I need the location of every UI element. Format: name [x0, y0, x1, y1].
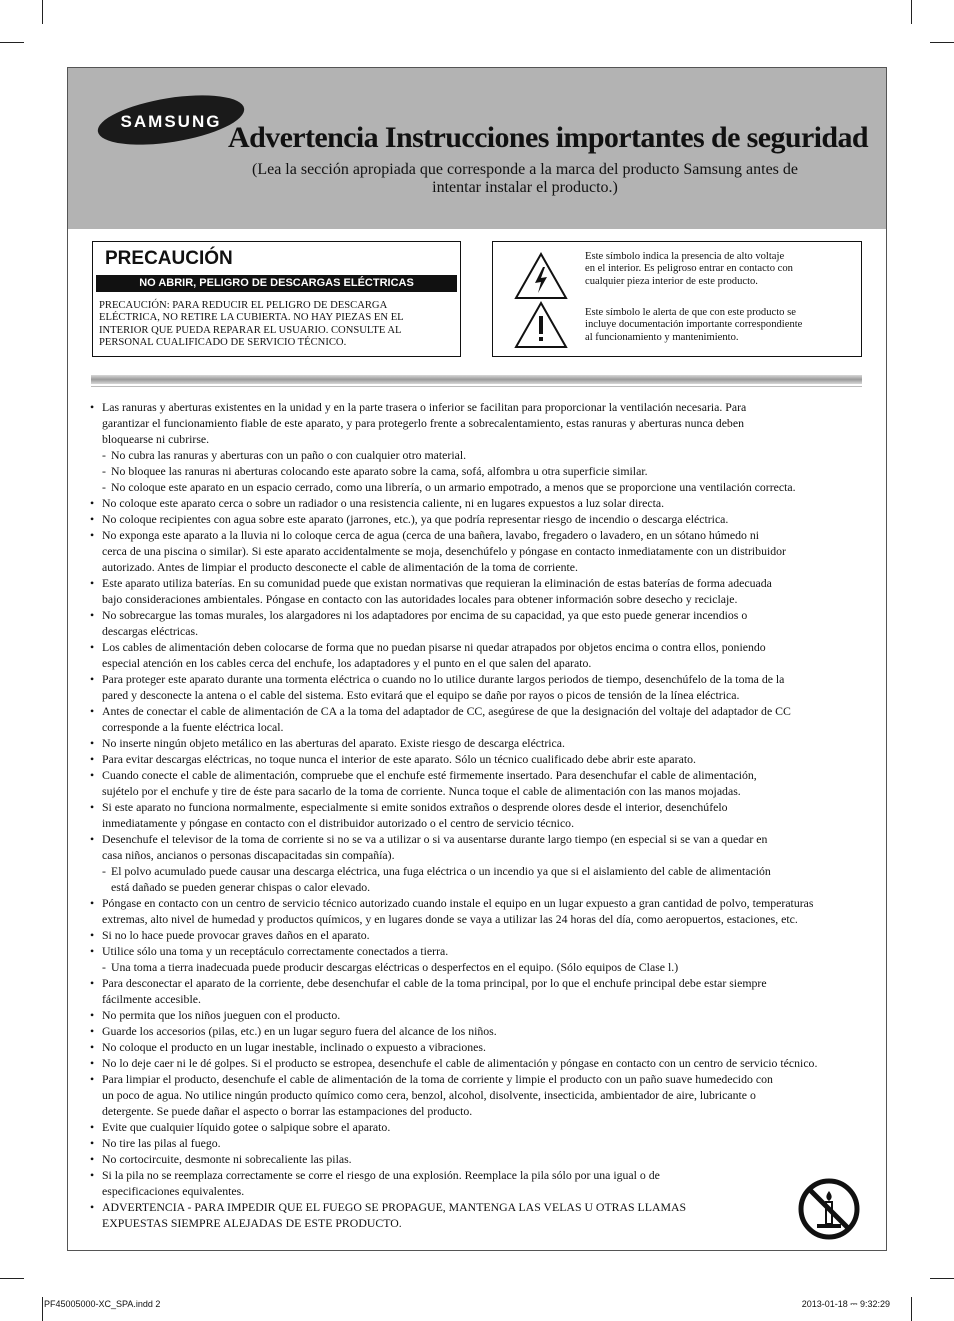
list-item-continuation: cerca de una piscina o similar). Si este aparato accidentalmente se moja, desenchúfelo y póngase en contacto inmediatamente con un distribuidor — [102, 544, 786, 558]
symbols-box — [492, 241, 862, 357]
list-item: • No coloque este aparato cerca o sobre un radiador o una resistencia caliente, ni en lugares expuestos a luz solar directa. — [84, 495, 864, 511]
sub-list-item: - Una toma a tierra inadecuada puede producir descargas eléctricas o desperfectos en el equipo. (Sólo equipos de Clase l.) — [84, 959, 864, 975]
list-item-continuation: sujételo por el enchufe y tire de éste para sacarlo de la toma de corriente. Nunca toque el cable de alimentación con las manos mojadas. — [102, 784, 741, 798]
page-subtitle: (Lea la sección apropiada que corresponde a la marca del producto Samsung antes de intentar instalar el producto.) — [252, 161, 798, 196]
list-item: • Para evitar descargas eléctricas, no toque nunca el interior de este aparato. Sólo un técnico cualificado debe abrir este aparato. — [84, 751, 864, 767]
list-item: • No lo deje caer ni le dé golpes. Si el producto se estropea, desenchufe el cable de alimentación y póngase en contacto con un centro de servicio técnico. — [84, 1055, 864, 1071]
list-item: • No coloque el producto en un lugar inestable, inclinado o expuesto a vibraciones. — [84, 1039, 864, 1055]
list-item: • Guarde los accesorios (pilas, etc.) en un lugar seguro fuera del alcance de los niños. — [84, 1023, 864, 1039]
list-item: • Utilice sólo una toma y un receptáculo correctamente conectados a tierra. — [84, 943, 864, 959]
section-divider — [91, 375, 862, 384]
list-item-continuation: garantizar el funcionamiento fiable de este aparato, y para protegerlo frente a sobrecalentamiento, estas ranuras y aberturas nunca deben — [102, 416, 744, 430]
footer-timestamp: 2013-01-18 ⎓ 9:32:29 — [801, 1299, 890, 1309]
list-item: • No cortocircuite, desmonte ni sobrecaliente las pilas. — [84, 1151, 864, 1167]
list-item-continuation: bloquearse ni cubrirse. — [102, 432, 210, 446]
list-item: • Antes de conectar el cable de alimentación de CA a la toma del adaptador de CC, asegúrese de que la designación del voltaje del adaptador de CC — [84, 703, 864, 719]
list-item: • Desenchufe el televisor de la toma de corriente si no se va a utilizar o si va ausentarse durante largo tiempo (en especial si se van a quedar en — [84, 831, 864, 847]
list-item: • Cuando conecte el cable de alimentación, compruebe que el enchufe esté firmemente insertado. Para desenchufar el cable de alimentación, — [84, 767, 864, 783]
list-item: • Evite que cualquier líquido gotee o salpique sobre el aparato. — [84, 1119, 864, 1135]
crop-mark — [930, 1278, 954, 1279]
list-item-continuation: casa niños, ancianos o personas discapacitadas sin compañía). — [102, 848, 395, 862]
sub-list-item: - El polvo acumulado puede causar una descarga eléctrica, una fuga eléctrica o un incendio ya que si el aislamiento del cable de alimentación — [84, 863, 864, 879]
list-item-continuation: extremas, alto nivel de humedad y productos químicos, y en lugares donde se vaya a utilizar las 24 horas del día, como aeropuertos, estaciones, etc. — [102, 912, 798, 926]
list-item: • Para proteger este aparato durante una tormenta eléctrica o cuando no lo utilice durante largos periodos de tiempo, desenchúfelo de la toma de la — [84, 671, 864, 687]
list-item-continuation: especificaciones equivalentes. — [102, 1184, 245, 1198]
list-item: • Si la pila no se reemplaza correctamente se corre el riesgo de una explosión. Reemplace la pila sólo por una igual o de — [84, 1167, 864, 1183]
list-item-continuation: detergente. Se puede dañar el aspecto o borrar las estampaciones del producto. — [102, 1104, 473, 1118]
sub-list-item: - No coloque este aparato en un espacio cerrado, como una librería, o un armario empotrado, a menos que se proporcione una ventilación correcta. — [84, 479, 864, 495]
list-item-continuation: descargas eléctricas. — [102, 624, 199, 638]
high-voltage-icon — [513, 251, 569, 301]
caution-bar: NO ABRIR, PELIGRO DE DESCARGAS ELÉCTRICAS — [96, 275, 457, 292]
list-item: • ADVERTENCIA - PARA IMPEDIR QUE EL FUEGO SE PROPAGUE, MANTENGA LAS VELAS U OTRAS LLAMAS — [84, 1199, 864, 1215]
crop-mark — [911, 1297, 912, 1321]
crop-mark — [911, 0, 912, 24]
list-item-continuation: bajo consideraciones ambientales. Póngase en contacto con las autoridades locales para obtener información sobre desecho y reciclaje. — [102, 592, 738, 606]
list-item: • Los cables de alimentación deben colocarse de forma que no puedan pisarse ni quedar atrapados por objetos encima o contra ellos, poniendo — [84, 639, 864, 655]
crop-mark — [42, 1297, 43, 1321]
caution-heading: PRECAUCIÓN — [105, 248, 233, 269]
attention-icon — [513, 300, 569, 350]
list-item-continuation: especial atención en los cables cerca del enchufe, los adaptadores y el punto en el que salen del aparato. — [102, 656, 592, 670]
list-item: • No coloque recipientes con agua sobre este aparato (jarrones, etc.), ya que podría representar riesgo de incendio o descarga eléctrica. — [84, 511, 864, 527]
caution-box — [92, 241, 461, 357]
list-item: • Las ranuras y aberturas existentes en la unidad y en la parte trasera o inferior se facilitan para proporcionar la ventilación necesaria. Para — [84, 399, 864, 415]
list-item: • Póngase en contacto con un centro de servicio técnico autorizado cuando instale el equipo en un lugar expuesto a gran cantidad de polvo, temperaturas — [84, 895, 864, 911]
crop-mark — [930, 42, 954, 43]
list-item-continuation: corresponde a la fuente eléctrica local. — [102, 720, 284, 734]
list-item: • No exponga este aparato a la lluvia ni lo coloque cerca de agua (cerca de una bañera, lavabo, fregadero o lavadero, en un sótano húmedo ni — [84, 527, 864, 543]
list-item: • Si este aparato no funciona normalmente, especialmente si emite sonidos extraños o desprende olores desde el interior, desenchúfelo — [84, 799, 864, 815]
sub-list-item: - No bloquee las ranuras ni aberturas colocando este aparato sobre la cama, sofá, alfombra u otra superficie similar. — [84, 463, 864, 479]
crop-mark — [42, 0, 43, 24]
no-candle-icon — [797, 1177, 861, 1241]
list-item-continuation: un poco de agua. No utilice ningún producto químico como cera, benzol, alcohol, disolvente, insecticida, ambientador de aire, lubricante o — [102, 1088, 756, 1102]
svg-text:SAMSUNG: SAMSUNG — [120, 112, 222, 131]
list-item-continuation: está dañado se pueden generar chispas o calor elevado. — [111, 880, 371, 894]
list-item: • Este aparato utiliza baterías. En su comunidad puede que existan normativas que requieran la eliminación de estas baterías de forma adecuada — [84, 575, 864, 591]
attention-symbol-text: Este símbolo le alerta de que con este producto se incluye documentación importante correspondiente al funcionamiento y mantenimiento. — [585, 307, 803, 343]
crop-mark — [0, 1278, 24, 1279]
list-item: • Para limpiar el producto, desenchufe el cable de alimentación de la toma de corriente y limpie el producto con un paño suave humedecido con — [84, 1071, 864, 1087]
caution-text: PRECAUCIÓN: PARA REDUCIR EL PELIGRO DE DESCARGA ELÉCTRICA, NO RETIRE LA CUBIERTA. NO HAY PIEZAS EN EL INTERIOR QUE PUEDA REPARAR EL USUARIO. CONSULTE AL PERSONAL CUALIFICADO DE SERVICIO TÉCNICO. — [99, 300, 404, 348]
list-item: • Si no lo hace puede provocar graves daños en el aparato. — [84, 927, 864, 943]
crop-mark — [0, 42, 24, 43]
list-item: • No inserte ningún objeto metálico en las aberturas del aparato. Existe riesgo de descarga eléctrica. — [84, 735, 864, 751]
list-item-continuation: EXPUESTAS SIEMPRE ALEJADAS DE ESTE PRODUCTO. — [102, 1216, 402, 1230]
footer-filename: PF45005000-XC_SPA.indd 2 — [44, 1299, 161, 1309]
voltage-symbol-text: Este símbolo indica la presencia de alto voltaje en el interior. Es peligroso entrar en contacto con cualquier pieza interior de este producto. — [585, 251, 793, 287]
safety-instructions-list — [84, 399, 864, 1231]
list-item-continuation: fácilmente accesible. — [102, 992, 201, 1006]
list-item-continuation: pared y desconecte la antena o el cable del sistema. Esto evitará que el equipo se dañe por rayos o picos de tensión de la línea eléctrica. — [102, 688, 740, 702]
list-item: • Para desconectar el aparato de la corriente, debe desenchufar el cable de la toma principal, por lo que el enchufe principal debe estar siempre — [84, 975, 864, 991]
page-title: Advertencia Instrucciones importantes de seguridad — [228, 121, 868, 154]
list-item: • No permita que los niños jueguen con el producto. — [84, 1007, 864, 1023]
list-item-continuation: autorizado. Antes de limpiar el producto desconecte el cable de alimentación de la toma de corriente. — [102, 560, 578, 574]
list-item: • No sobrecargue las tomas murales, los alargadores ni los adaptadores por encima de su capacidad, ya que esto puede generar incendios o — [84, 607, 864, 623]
list-item-continuation: inmediatamente y póngase en contacto con el distribuidor autorizado o el centro de servicio técnico. — [102, 816, 575, 830]
list-item: • No tire las pilas al fuego. — [84, 1135, 864, 1151]
section-divider-line — [91, 386, 862, 387]
sub-list-item: - No cubra las ranuras y aberturas con un paño o con cualquier otro material. — [84, 447, 864, 463]
